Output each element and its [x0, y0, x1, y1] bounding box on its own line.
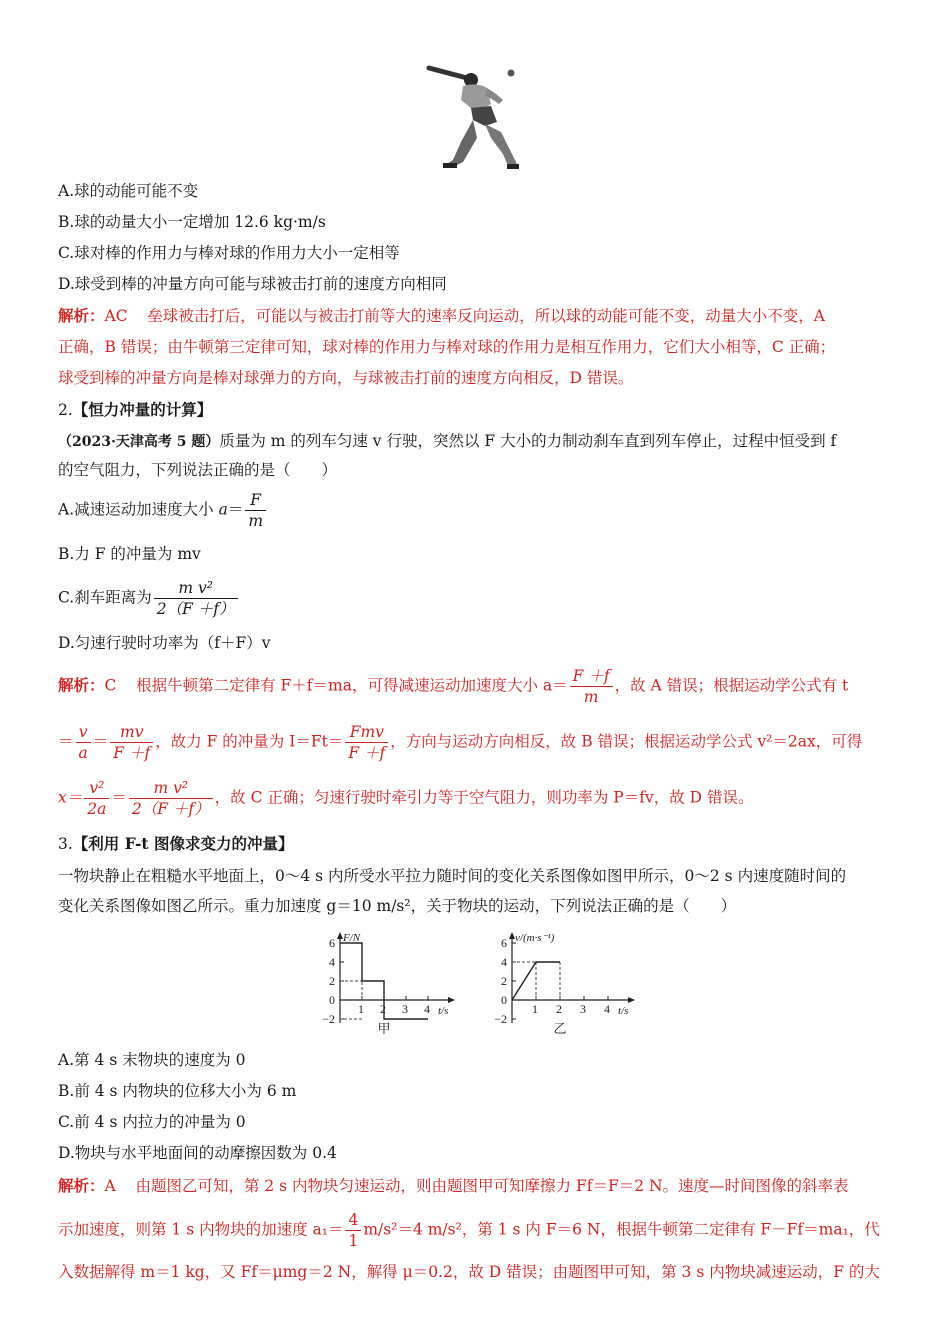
y-tick-label: 4	[501, 955, 507, 969]
x-axis-label: t/s	[438, 1005, 449, 1017]
q3-option-c: C.前 4 s 内拉力的冲量为 0	[58, 1113, 246, 1131]
fraction-numerator: v²	[84, 778, 109, 799]
q3-stem-line-1: 一物块静止在粗糙水平地面上，0～4 s 内所受水平拉力随时间的变化关系图像如图甲所示，0～2 s 内速度随时间的	[58, 867, 847, 885]
x-tick-label: 1	[358, 1002, 364, 1016]
q2-option-c-fraction	[154, 578, 238, 619]
x-tick-label: 3	[580, 1002, 586, 1016]
q2-analysis-tail-2: ，方向与运动方向相反，故 B 错误；根据运动学公式 v²＝2ax，可得	[390, 732, 863, 751]
q3-option-d: D.物块与水平地面间的动摩擦因数为 0.4	[58, 1144, 337, 1162]
fraction-denominator: m	[583, 688, 599, 706]
velocity-time-chart	[488, 926, 638, 1044]
q2-title: 【恒力冲量的计算】	[72, 400, 213, 419]
x-axis-arrow	[628, 997, 635, 1003]
y-tick-label: −2	[322, 1012, 335, 1026]
x-axis-arrow	[448, 997, 455, 1003]
y-axis-label: v/(m·s⁻¹)	[515, 932, 555, 944]
q2-option-d: D.匀速行驶时功率为（f＋F）v	[58, 634, 271, 652]
chart-caption: 乙	[553, 1021, 567, 1036]
q2-option-c	[58, 578, 240, 619]
q2-stem-text-1: 质量为 m 的列车匀速 v 行驶，突然以 F 大小的力制动刹车直到列车停止，过程中恒受到 f	[219, 432, 837, 450]
fraction-denominator: a	[78, 744, 88, 762]
fraction-numerator: 4	[345, 1210, 361, 1231]
analysis-label: 解析：	[58, 306, 105, 325]
force-time-chart	[312, 926, 472, 1044]
q2-analysis-fraction-2	[76, 722, 91, 763]
q2-heading	[58, 400, 212, 420]
q2-analysis-fraction-4	[345, 722, 388, 763]
q2-stem-line-1	[58, 431, 836, 452]
fraction-numerator: F ＋f	[570, 666, 613, 687]
x-tick-label: 4	[604, 1002, 610, 1016]
fraction-numerator: v	[76, 722, 91, 743]
y-tick-label: 6	[329, 936, 335, 950]
x-tick-label: 2	[380, 1002, 386, 1016]
q1-analysis-text-1: 垒球被击打后，可能以与被击打前等大的速率反向运动，所以球的动能可能不变，动量大小不变，A	[147, 307, 825, 325]
q2-option-a: A.减速运动加速度大小 a＝ $\frac{F}{m}$	[58, 490, 268, 531]
fraction-denominator: m	[248, 512, 264, 530]
chart-caption: 甲	[377, 1021, 391, 1036]
q2-analysis-mid-2: ，故力 F 的冲量为 I＝Ft＝	[155, 732, 344, 751]
q3-option-a: A.第 4 s 末物块的速度为 0	[58, 1051, 246, 1069]
q1-analysis-line-2: 正确，B 错误；由牛顿第三定律可知，球对棒的作用力与棒对球的作用力是相互作用力，它们大小相等，C 正确；	[58, 338, 836, 356]
q2-analysis-line-3: x＝ $\frac{\text{v²}}{2a}$ ＝ $\frac{\text{m v²}}{2(F +f)}$ ，故 C 正确；匀速行驶时牵引力等于空气阻力，则功率为 P＝fv，故 D 错误。	[58, 779, 754, 818]
analysis-label: 解析：	[58, 675, 105, 695]
equals-sign: ＝	[58, 732, 74, 751]
x-tick-label: 4	[424, 1002, 430, 1016]
fraction-numerator: m v²	[154, 578, 238, 599]
q2-analysis-fraction-1	[570, 666, 613, 707]
q1-option-b: B.球的动量大小一定增加 12.6 kg·m/s	[58, 213, 326, 231]
q2-option-a-fraction	[245, 490, 266, 531]
q3-analysis-line-3: 入数据解得 m＝1 kg，又 Ff＝μmg＝2 N，解得 μ＝0.2，故 D 错误；由题图甲可知，第 3 s 内物块减速运动，F 的大	[58, 1263, 880, 1281]
q3-option-b: B.前 4 s 内物块的位移大小为 6 m	[58, 1082, 297, 1100]
q2-stem-line-2: 的空气阻力，下列说法正确的是（ ）	[58, 461, 338, 479]
q2-analysis-text-1: 根据牛顿第二定律有 F＋f＝ma，可得减速运动加速度大小 a＝	[136, 676, 568, 695]
q1-option-d: D.球受到棒的冲量方向可能与球被击打前的速度方向相同	[58, 275, 447, 293]
q2-option-b: B.力 F 的冲量为 mv	[58, 545, 201, 563]
q3-stem-line-2: 变化关系图像如图乙所示。重力加速度 g＝10 m/s²，关于物块的运动，下列说法正确的是（ ）	[58, 897, 737, 915]
y-tick-label: 6	[501, 936, 507, 950]
baseball-player-illustration	[425, 60, 520, 172]
fraction-numerator: mv	[110, 722, 153, 743]
fraction-denominator: F ＋f	[348, 744, 386, 762]
x-axis-label: t/s	[618, 1005, 629, 1017]
q2-analysis-tail-3: ，故 C 正确；匀速行驶时牵引力等于空气阻力，则功率为 P＝fv，故 D 错误。	[214, 788, 754, 807]
q2-option-c-text: C.刹车距离为	[58, 588, 152, 607]
q3-analysis-fraction	[345, 1210, 361, 1251]
q3-analysis-line-1	[58, 1176, 849, 1196]
y-tick-label: 0	[329, 993, 335, 1007]
y-axis-label: F/N	[343, 932, 361, 944]
q2-analysis-fraction-6	[129, 778, 213, 819]
q1-answer: AC	[104, 307, 128, 325]
fraction-denominator: F ＋f	[113, 744, 151, 762]
q1-option-a: A.球的动能可能不变	[58, 182, 199, 200]
q1-analysis-line-3: 球受到棒的冲量方向是棒对球弹力的方向，与球被击打前的速度方向相反，D 错误。	[58, 369, 634, 387]
fraction-denominator: 1	[348, 1232, 359, 1250]
y-tick-label: −2	[494, 1012, 507, 1026]
q3-analysis-tail-2: m/s²＝4 m/s²，第 1 s 内 F＝6 N，根据牛顿第二定律有 F－Ff＝ma₁，代	[363, 1220, 880, 1239]
x-tick-label: 1	[532, 1002, 538, 1016]
x-tick-label: 3	[402, 1002, 408, 1016]
y-tick-label: 0	[501, 993, 507, 1007]
y-tick-label: 4	[329, 955, 335, 969]
fraction-denominator: 2a	[87, 800, 107, 818]
fraction-numerator: Fmv	[345, 722, 388, 743]
q3-analysis-text-1: 由题图乙可知，第 2 s 内物块匀速运动，则由题图甲可知摩擦力 Ff＝F＝2 N。速度—时间图像的斜率表	[135, 1177, 849, 1195]
q3-analysis-head-2: 示加速度，则第 1 s 内物块的加速度 a₁＝	[58, 1220, 344, 1239]
y-tick-label: 2	[329, 974, 335, 988]
q2-analysis-head-3: x＝	[58, 788, 83, 807]
q1-analysis-line-1	[58, 306, 825, 326]
y-tick-label: 2	[501, 974, 507, 988]
q2-option-a-text: A.减速运动加速度大小	[58, 500, 219, 519]
q2-analysis-line-2: ＝ $\frac{v}{a}$ ＝ $\frac{mv}{F +f}$ ，故力 F 的冲量为 I＝Ft＝ $\frac{\text{Fmv}}{F +f}$ ，方向与运动方向相反，故 B 错误；根据运动学公式 v²＝2ax，可得	[58, 723, 863, 762]
fraction-numerator: F	[245, 490, 266, 511]
q1-option-c: C.球对棒的作用力与棒对球的作用力大小一定相等	[58, 244, 400, 262]
q2-source: （2023·天津高考 5 题）	[58, 434, 220, 450]
q3-number: 3.	[58, 835, 73, 853]
x-tick-label: 2	[556, 1002, 562, 1016]
q3-title: 【利用 F-t 图像求变力的冲量】	[72, 834, 294, 853]
fraction-denominator: 2（F ＋f）	[131, 800, 210, 818]
q2-option-a-var: a	[218, 500, 228, 519]
q2-analysis-line-1	[58, 666, 848, 707]
q2-analysis-tail-1: ，故 A 错误；根据运动学公式有 t	[614, 676, 849, 695]
analysis-label: 解析：	[58, 1176, 105, 1195]
q2-analysis-fraction-5	[84, 778, 109, 819]
q2-answer: C	[104, 676, 117, 695]
q2-analysis-fraction-3	[110, 722, 153, 763]
fraction-numerator: m v²	[129, 778, 213, 799]
fraction-denominator: 2（F ＋f）	[156, 600, 235, 618]
q3-heading	[58, 834, 294, 854]
q3-analysis-line-2	[58, 1210, 880, 1251]
q2-number: 2.	[58, 401, 73, 419]
q3-answer: A	[104, 1177, 116, 1195]
